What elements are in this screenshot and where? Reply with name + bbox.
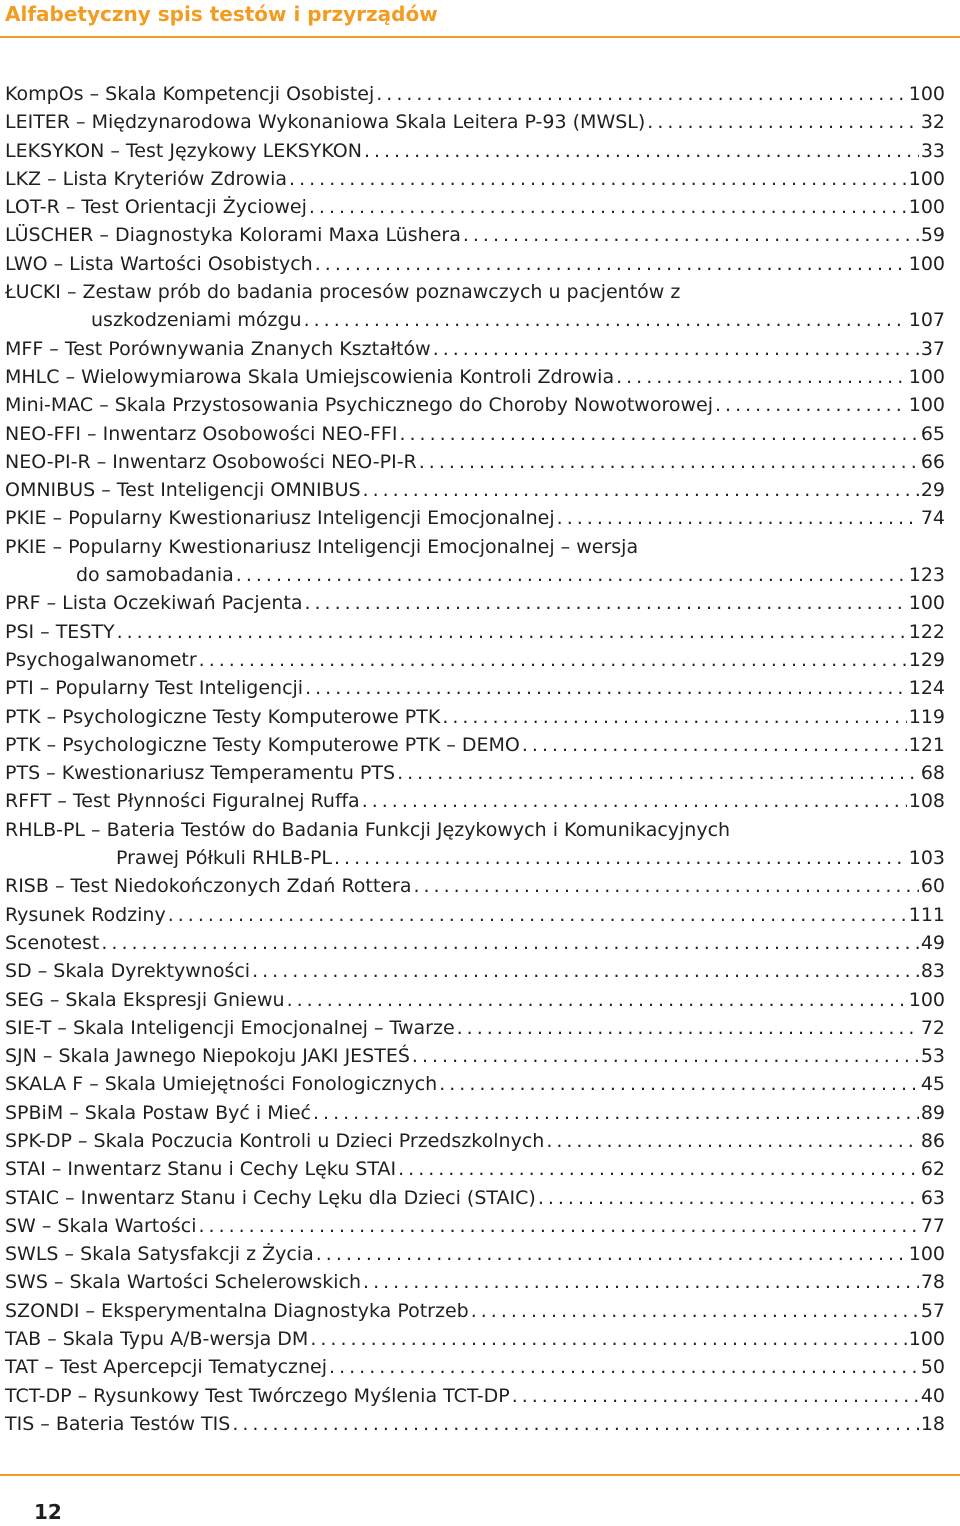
dot-leader bbox=[715, 391, 907, 419]
entry-name: SW – Skala Wartości bbox=[5, 1214, 197, 1237]
entry-name: RHLB-PL – Bateria Testów do Badania Funkcji Językowych i Komunikacyjnych bbox=[5, 818, 731, 841]
entry-name: RISB – Test Niedokończonych Zdań Rottera bbox=[5, 875, 412, 898]
dot-leader bbox=[557, 504, 919, 532]
dot-leader bbox=[439, 1070, 919, 1098]
index-entry bbox=[5, 618, 945, 646]
index-entry bbox=[5, 1070, 945, 1098]
dot-leader bbox=[363, 476, 919, 504]
entry-page-number: 100 bbox=[908, 394, 945, 417]
index-entry bbox=[5, 1268, 945, 1296]
title-divider bbox=[0, 36, 960, 38]
entry-name: NEO-FFI – Inwentarz Osobowości NEO-FFI bbox=[5, 422, 398, 445]
entry-name: SEG – Skala Ekspresji Gniewu bbox=[5, 988, 285, 1011]
entry-page-number: 124 bbox=[908, 677, 945, 700]
entry-name: Psychogalwanometr bbox=[5, 648, 197, 671]
entry-page-number: 100 bbox=[908, 83, 945, 105]
entry-page-number: 83 bbox=[920, 960, 945, 983]
index-entry bbox=[5, 108, 945, 136]
entry-name: LÜSCHER – Diagnostyka Kolorami Maxa Lüshera bbox=[5, 224, 461, 247]
entry-page-number: 49 bbox=[920, 931, 945, 954]
entry-name: PSI – TESTY bbox=[5, 620, 115, 643]
dot-leader bbox=[413, 872, 918, 900]
entry-page-number: 122 bbox=[908, 620, 945, 643]
dot-leader bbox=[471, 1297, 919, 1325]
dot-leader bbox=[412, 1042, 919, 1070]
entry-page-number: 74 bbox=[920, 507, 945, 530]
dot-leader bbox=[522, 731, 907, 759]
index-entry bbox=[5, 1240, 945, 1268]
dot-leader bbox=[304, 589, 906, 617]
entry-name: SKALA F – Skala Umiejętności Fonologicznych bbox=[5, 1073, 438, 1096]
entry-page-number: 62 bbox=[920, 1158, 945, 1181]
entry-name: TIS – Bateria Testów TIS bbox=[5, 1412, 231, 1435]
entry-page-number: 63 bbox=[920, 1186, 945, 1209]
index-entry bbox=[5, 1325, 945, 1353]
entry-name-continued: do samobadania bbox=[76, 564, 234, 587]
entry-name: LKZ – Lista Kryteriów Zdrowia bbox=[5, 167, 288, 190]
entry-name: SWS – Skala Wartości Schelerowskich bbox=[5, 1271, 362, 1294]
test-index-list bbox=[5, 80, 945, 1438]
entry-page-number: 129 bbox=[908, 648, 945, 671]
index-entry bbox=[5, 1155, 945, 1183]
entry-name: PKIE – Popularny Kwestionariusz Inteligencji Emocjonalnej bbox=[5, 507, 555, 530]
index-entry bbox=[5, 165, 945, 193]
index-entry bbox=[5, 1212, 945, 1240]
dot-leader bbox=[442, 703, 906, 731]
index-entry bbox=[5, 929, 945, 957]
dot-leader bbox=[199, 646, 907, 674]
entry-page-number: 72 bbox=[920, 1016, 945, 1039]
dot-leader bbox=[309, 193, 907, 221]
index-entry bbox=[5, 476, 945, 504]
dot-leader bbox=[616, 363, 907, 391]
dot-leader bbox=[316, 1240, 907, 1268]
index-entry bbox=[5, 703, 945, 731]
index-entry bbox=[5, 1127, 945, 1155]
entry-name: SPK-DP – Skala Poczucia Kontroli u Dzieci Przedszkolnych bbox=[5, 1129, 545, 1152]
dot-leader bbox=[362, 787, 907, 815]
entry-page-number: 59 bbox=[920, 224, 945, 247]
entry-name: TAT – Test Apercepcji Tematycznej bbox=[5, 1356, 328, 1379]
dot-leader bbox=[168, 901, 907, 929]
entry-name: SJN – Skala Jawnego Niepokoju JAKI JESTEŚ bbox=[5, 1045, 410, 1068]
index-entry bbox=[5, 816, 945, 873]
index-entry bbox=[5, 957, 945, 985]
dot-leader bbox=[538, 1184, 919, 1212]
dot-leader bbox=[457, 1014, 919, 1042]
entry-name: Scenotest bbox=[5, 931, 100, 954]
dot-leader bbox=[647, 108, 919, 136]
entry-page-number: 123 bbox=[908, 564, 945, 587]
dot-leader bbox=[398, 1155, 919, 1183]
index-entry bbox=[5, 80, 945, 108]
entry-name: TCT-DP – Rysunkowy Test Twórczego Myślenia TCT-DP bbox=[5, 1384, 510, 1407]
index-entry bbox=[5, 1353, 945, 1381]
entry-name: PKIE – Popularny Kwestionariusz Inteligencji Emocjonalnej – wersja bbox=[5, 535, 639, 558]
entry-page-number: 33 bbox=[920, 139, 945, 162]
entry-name: LWO – Lista Wartości Osobistych bbox=[5, 252, 313, 275]
entry-page-number: 111 bbox=[908, 903, 945, 926]
index-entry bbox=[5, 1297, 945, 1325]
entry-page-number: 100 bbox=[908, 196, 945, 219]
dot-leader bbox=[313, 1099, 919, 1127]
dot-leader bbox=[419, 448, 919, 476]
footer-divider bbox=[0, 1474, 960, 1476]
dot-leader bbox=[198, 1212, 918, 1240]
entry-name: Rysunek Rodziny bbox=[5, 903, 166, 926]
entry-page-number: 60 bbox=[920, 875, 945, 898]
entry-name: LEITER – Międzynarodowa Wykonaniowa Skala Leitera P-93 (MWSL) bbox=[5, 111, 646, 134]
index-entry bbox=[5, 193, 945, 221]
entry-page-number: 40 bbox=[920, 1384, 945, 1407]
entry-page-number: 18 bbox=[920, 1412, 945, 1435]
dot-leader bbox=[512, 1382, 919, 1410]
entry-page-number: 107 bbox=[908, 309, 945, 332]
entry-name: ŁUCKI – Zestaw prób do badania procesów poznawczych u pacjentów z bbox=[5, 281, 681, 304]
index-entry bbox=[5, 1382, 945, 1410]
entry-name: SD – Skala Dyrektywności bbox=[5, 960, 251, 983]
dot-leader bbox=[101, 929, 918, 957]
entry-page-number: 29 bbox=[920, 479, 945, 502]
dot-leader bbox=[433, 335, 919, 363]
entry-page-number: 100 bbox=[908, 1243, 945, 1266]
entry-name: SIE-T – Skala Inteligencji Emocjonalnej – Twarze bbox=[5, 1016, 455, 1039]
entry-page-number: 119 bbox=[908, 705, 945, 728]
dot-leader bbox=[252, 957, 919, 985]
index-entry bbox=[5, 363, 945, 391]
index-entry bbox=[5, 589, 945, 617]
entry-name: PRF – Lista Oczekiwań Pacjenta bbox=[5, 592, 303, 615]
entry-page-number: 100 bbox=[908, 365, 945, 388]
dot-leader bbox=[399, 420, 918, 448]
dot-leader bbox=[236, 561, 907, 589]
dot-leader bbox=[363, 1268, 919, 1296]
entry-name: OMNIBUS – Test Inteligencji OMNIBUS bbox=[5, 479, 361, 502]
index-entry bbox=[5, 646, 945, 674]
index-entry bbox=[5, 335, 945, 363]
entry-page-number: 100 bbox=[908, 988, 945, 1011]
entry-page-number: 78 bbox=[920, 1271, 945, 1294]
index-entry bbox=[5, 250, 945, 278]
dot-leader bbox=[287, 986, 907, 1014]
entry-page-number: 32 bbox=[920, 111, 945, 134]
index-entry bbox=[5, 448, 945, 476]
index-entry bbox=[5, 221, 945, 249]
dot-leader bbox=[304, 306, 907, 334]
index-entry bbox=[5, 1014, 945, 1042]
index-entry bbox=[5, 533, 945, 590]
entry-page-number: 100 bbox=[908, 167, 945, 190]
dot-leader bbox=[289, 165, 907, 193]
index-entry bbox=[5, 674, 945, 702]
entry-name: Mini-MAC – Skala Przystosowania Psychicznego do Choroby Nowotworowej bbox=[5, 394, 713, 417]
dot-leader bbox=[397, 759, 919, 787]
index-entry bbox=[5, 872, 945, 900]
entry-page-number: 68 bbox=[920, 762, 945, 785]
entry-name: NEO-PI-R – Inwentarz Osobowości NEO-PI-R bbox=[5, 450, 417, 473]
entry-name: PTI – Popularny Test Inteligencji bbox=[5, 677, 304, 700]
entry-name: PTK – Psychologiczne Testy Komputerowe PTK – DEMO bbox=[5, 733, 520, 756]
dot-leader bbox=[334, 844, 907, 872]
entry-name: MHLC – Wielowymiarowa Skala Umiejscowienia Kontroli Zdrowia bbox=[5, 365, 615, 388]
dot-leader bbox=[364, 137, 919, 165]
page-number: 12 bbox=[34, 1500, 62, 1524]
entry-name: LOT-R – Test Orientacji Życiowej bbox=[5, 196, 307, 219]
entry-name: LEKSYKON – Test Językowy LEKSYKON bbox=[5, 139, 362, 162]
index-entry bbox=[5, 1042, 945, 1070]
entry-page-number: 45 bbox=[920, 1073, 945, 1096]
entry-name-continued: Prawej Półkuli RHLB-PL bbox=[116, 847, 332, 870]
entry-name: PTS – Kwestionariusz Temperamentu PTS bbox=[5, 762, 396, 785]
dot-leader bbox=[463, 221, 919, 249]
entry-page-number: 100 bbox=[908, 252, 945, 275]
entry-name: KompOs – Skala Kompetencji Osobistej bbox=[5, 83, 375, 105]
index-entry bbox=[5, 391, 945, 419]
entry-page-number: 57 bbox=[920, 1299, 945, 1322]
entry-name: STAIC – Inwentarz Stanu i Cechy Lęku dla Dzieci (STAIC) bbox=[5, 1186, 536, 1209]
entry-page-number: 66 bbox=[920, 450, 945, 473]
entry-page-number: 100 bbox=[908, 592, 945, 615]
dot-leader bbox=[310, 1325, 906, 1353]
dot-leader bbox=[315, 250, 907, 278]
entry-page-number: 37 bbox=[920, 337, 945, 360]
page-title: Alfabetyczny spis testów i przyrządów bbox=[5, 2, 438, 26]
index-entry bbox=[5, 731, 945, 759]
index-entry bbox=[5, 1410, 945, 1438]
entry-name: PTK – Psychologiczne Testy Komputerowe PTK bbox=[5, 705, 441, 728]
index-entry bbox=[5, 986, 945, 1014]
entry-name-continued: uszkodzeniami mózgu bbox=[91, 309, 302, 332]
entry-name: TAB – Skala Typu A/B-wersja DM bbox=[5, 1328, 309, 1351]
dot-leader bbox=[305, 674, 907, 702]
index-entry bbox=[5, 1099, 945, 1127]
entry-page-number: 103 bbox=[908, 847, 945, 870]
index-entry bbox=[5, 420, 945, 448]
entry-page-number: 108 bbox=[908, 790, 945, 813]
entry-page-number: 77 bbox=[920, 1214, 945, 1237]
entry-page-number: 121 bbox=[908, 733, 945, 756]
dot-leader bbox=[232, 1410, 918, 1438]
entry-page-number: 50 bbox=[920, 1356, 945, 1379]
index-entry bbox=[5, 901, 945, 929]
entry-name: STAI – Inwentarz Stanu i Cechy Lęku STAI bbox=[5, 1158, 397, 1181]
dot-leader bbox=[117, 618, 907, 646]
entry-page-number: 86 bbox=[920, 1129, 945, 1152]
entry-name: SWLS – Skala Satysfakcji z Życia bbox=[5, 1243, 314, 1266]
entry-page-number: 100 bbox=[908, 1328, 945, 1351]
entry-name: SPBiM – Skala Postaw Być i Mieć bbox=[5, 1101, 312, 1124]
index-entry bbox=[5, 787, 945, 815]
index-entry bbox=[5, 504, 945, 532]
index-entry bbox=[5, 1184, 945, 1212]
entry-page-number: 53 bbox=[920, 1045, 945, 1068]
dot-leader bbox=[546, 1127, 919, 1155]
index-entry bbox=[5, 278, 945, 335]
entry-name: RFFT – Test Płynności Figuralnej Ruffa bbox=[5, 790, 360, 813]
entry-page-number: 65 bbox=[920, 422, 945, 445]
index-entry bbox=[5, 759, 945, 787]
dot-leader bbox=[376, 80, 907, 108]
entry-page-number: 89 bbox=[920, 1101, 945, 1124]
dot-leader bbox=[329, 1353, 919, 1381]
entry-name: SZONDI – Eksperymentalna Diagnostyka Potrzeb bbox=[5, 1299, 469, 1322]
entry-name: MFF – Test Porównywania Znanych Kształtów bbox=[5, 337, 431, 360]
index-entry bbox=[5, 137, 945, 165]
